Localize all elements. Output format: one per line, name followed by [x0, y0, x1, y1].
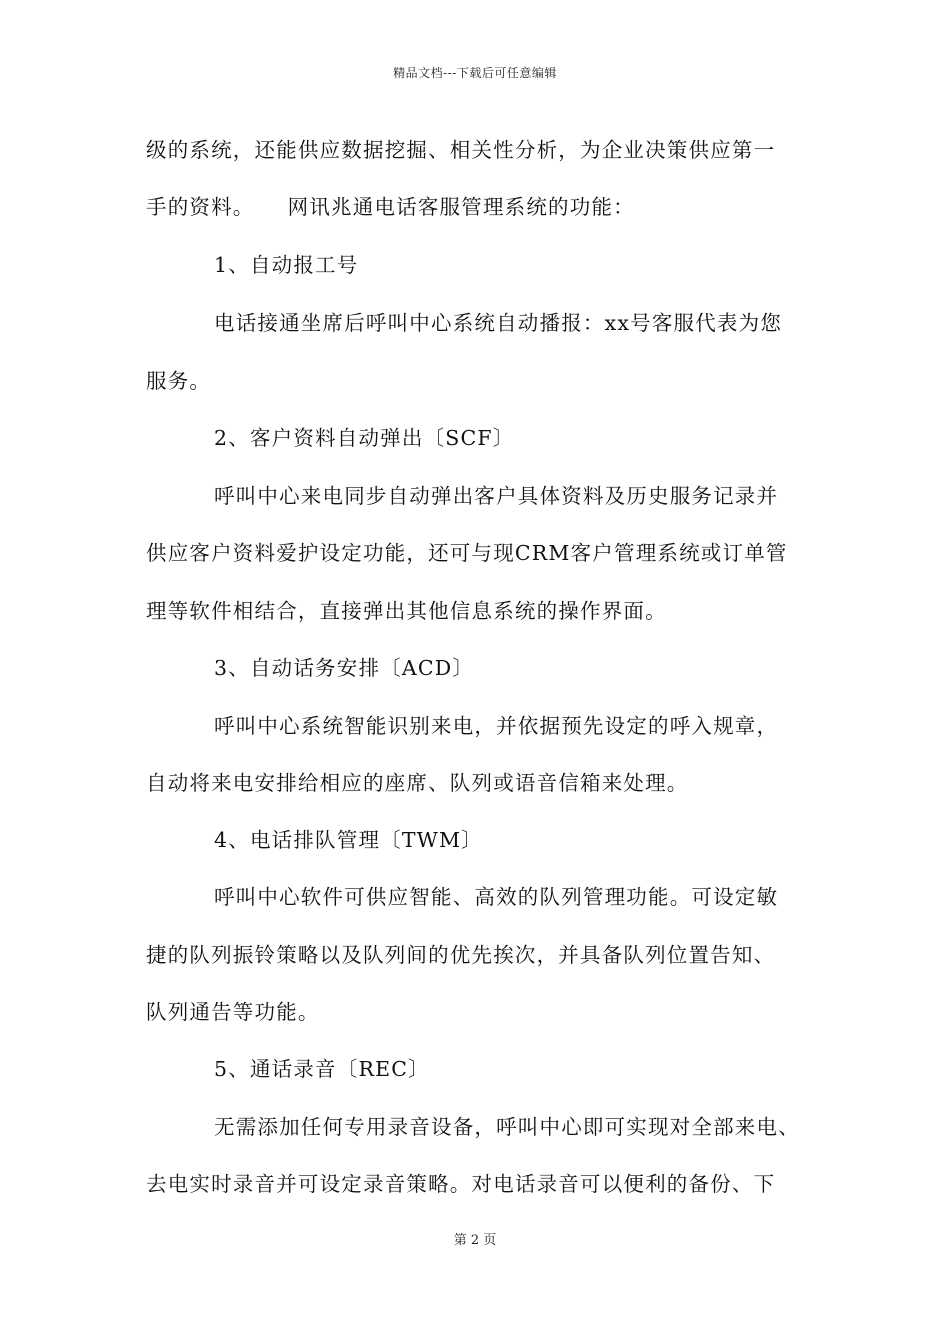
paragraph-line-10: 呼叫中心软件可供应智能、高效的队列管理功能。可设定敏 — [214, 885, 779, 909]
paragraph-line-13: 无需添加任何专用录音设备，呼叫中心即可实现对全部来电、 — [214, 1115, 800, 1139]
section-heading-1: 1、自动报工号 — [214, 253, 359, 277]
paragraph-line-5: 呼叫中心来电同步自动弹出客户具体资料及历史服务记录并 — [214, 484, 779, 508]
section-heading-2: 2、客户资料自动弹出〔SCF〕 — [214, 426, 515, 450]
page-header: 精品文档---下载后可任意编辑 — [393, 66, 557, 80]
paragraph-line-7: 理等软件相结合，直接弹出其他信息系统的操作界面。 — [146, 599, 667, 623]
paragraph-line-14: 去电实时录音并可设定录音策略。对电话录音可以便利的备份、下 — [146, 1172, 776, 1196]
section-heading-3: 3、自动话务安排〔ACD〕 — [214, 656, 475, 680]
paragraph-line-2: 手的资料。 网讯兆通电话客服管理系统的功能： — [146, 195, 635, 219]
section-heading-4: 4、电话排队管理〔TWM〕 — [214, 828, 483, 852]
paragraph-line-9: 自动将来电安排给相应的座席、队列或语音信箱来处理。 — [146, 771, 689, 795]
paragraph-line-11: 捷的队列振铃策略以及队列间的优先挨次，并具备队列位置告知、 — [146, 943, 776, 967]
paragraph-line-6: 供应客户资料爱护设定功能，还可与现CRM客户管理系统或订单管 — [146, 541, 788, 565]
paragraph-line-4: 服务。 — [146, 369, 212, 393]
page-number: 第 2 页 — [453, 1233, 497, 1248]
paragraph-line-1: 级的系统，还能供应数据挖掘、相关性分析，为企业决策供应第一 — [146, 138, 776, 162]
paragraph-line-8: 呼叫中心系统智能识别来电，并依据预先设定的呼入规章， — [214, 714, 779, 738]
paragraph-line-12: 队列通告等功能。 — [146, 1000, 320, 1024]
paragraph-line-3: 电话接通坐席后呼叫中心系统自动播报：xx号客服代表为您 — [214, 311, 783, 335]
section-heading-5: 5、通话录音〔REC〕 — [214, 1057, 430, 1081]
